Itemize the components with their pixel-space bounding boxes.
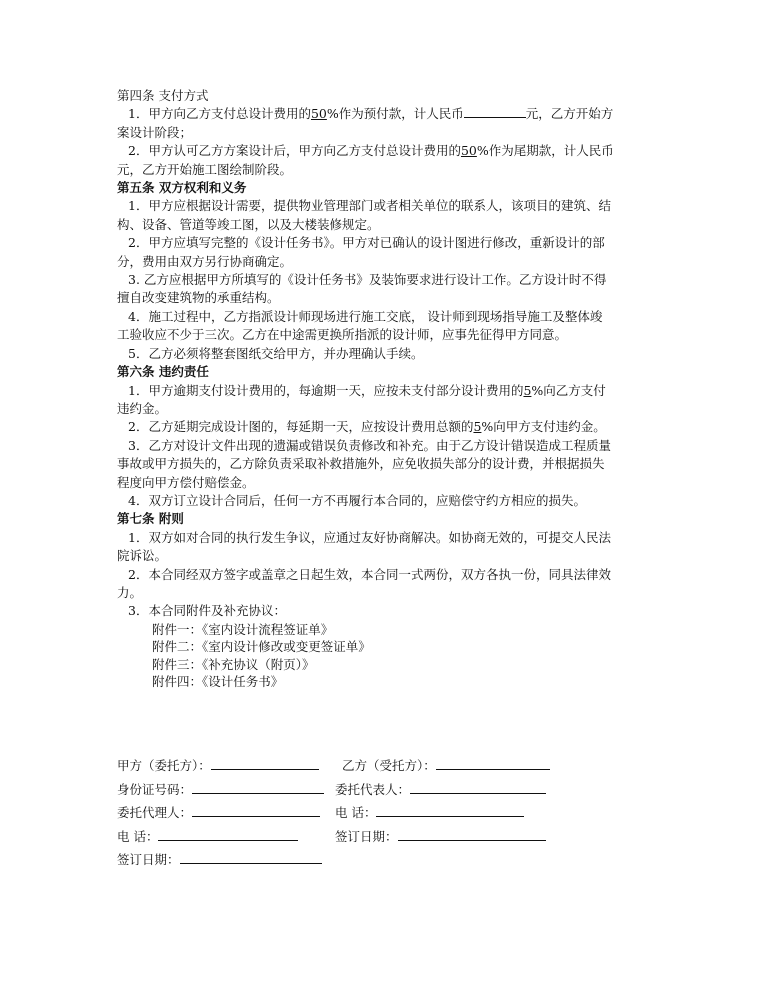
signature-row	[117, 827, 677, 851]
party-a-blank	[211, 757, 319, 770]
article-4-clause-2: 2．甲方认可乙方方案设计后，甲方向乙方支付总设计费用的50%作为尾期款，计人民币	[128, 143, 614, 159]
prepay-percent: 50	[310, 106, 327, 122]
sign-date-label: 签订日期：	[335, 828, 398, 844]
article-4-clause-1: 1．甲方向乙方支付总设计费用的50%作为预付款，计人民币 元，乙方开始方	[128, 106, 614, 122]
id-number-blank	[192, 781, 324, 794]
phone-label: 电 话：	[117, 828, 159, 844]
article-5-line: 构、设备、管道等竣工图，以及大楼装修规定。	[117, 216, 380, 232]
sign-date-label: 签订日期：	[117, 852, 180, 867]
article-5-line: 擅自改变建筑物的承重结构。	[117, 290, 280, 306]
article-6-clause-1: 1．甲方逾期支付设计费用的，每逾期一天，应按未支付部分设计费用的5%向乙方支付	[128, 382, 606, 398]
party-b-blank	[436, 757, 550, 770]
article-6-clause-1-cont: 违约金。	[117, 400, 168, 416]
article-5-line: 分，费用由双方另行协商确定。	[117, 253, 293, 269]
attachment-item: 附件二：《室内设计修改或变更签证单》	[152, 639, 371, 655]
signature-row	[117, 756, 677, 780]
article-6-line: 程度向甲方偿付赔偿金。	[117, 474, 255, 490]
party-a-label: 甲方（委托方）：	[117, 758, 211, 773]
phone-blank	[376, 804, 524, 817]
article-7-line: 3．本合同附件及补充协议：	[128, 603, 286, 619]
article-6-line: 3．乙方对设计文件出现的遗漏或错误负责修改和补充。由于乙方设计错误造成工程质量	[128, 437, 611, 453]
article-7-line: 1．双方如对合同的执行发生争议，应通过友好协商解决。如协商无效的，可提交人民法	[128, 529, 611, 545]
article-6-clause-2: 2．乙方延期完成设计图的，每延期一天，应按设计费用总额的5%向甲方支付违约金。	[128, 419, 606, 435]
article-7-line: 2．本合同经双方签字或盖章之日起生效，本合同一式两份，双方各执一份，同具法律效	[128, 566, 611, 582]
phone-blank	[158, 828, 298, 841]
article-5-heading: 第五条 双方权利和义务	[117, 180, 247, 196]
party-b-label: 乙方（受托方）：	[342, 758, 436, 773]
article-7-heading: 第七条 附则	[117, 511, 184, 527]
agent-label: 委托代理人：	[117, 805, 193, 820]
article-5-line: 1．甲方应根据设计需要，提供物业管理部门或者相关单位的联系人，该项目的建筑、结	[128, 198, 611, 214]
final-percent: 50	[460, 143, 477, 159]
signature-row	[117, 850, 677, 874]
phone-label: 电 话：	[335, 805, 377, 820]
agent-blank	[192, 804, 320, 817]
article-5-line: 3. 乙方应根据甲方所填写的《设计任务书》及装饰要求进行设计工作。乙方设计时不得	[128, 272, 607, 288]
article-5-line: 5．乙方必须将整套图纸交给甲方，并办理确认手续。	[128, 345, 424, 361]
article-6-heading: 第六条 违约责任	[117, 364, 209, 380]
article-5-line: 4．施工过程中，乙方指派设计师现场进行施工交底， 设计师到现场指导施工及整体竣	[128, 308, 603, 324]
article-7-line: 力。	[117, 584, 143, 600]
sign-date-blank	[180, 851, 322, 864]
contract-body	[117, 87, 657, 691]
article-4-heading: 第四条 支付方式	[117, 88, 209, 103]
article-6-line: 事故或甲方损失的，乙方除负责采取补救措施外，应免收损失部分的设计费，并根据损失	[117, 456, 605, 472]
representative-blank	[410, 781, 546, 794]
id-number-label: 身份证号码：	[117, 781, 193, 797]
article-7-line: 院诉讼。	[117, 548, 168, 564]
late-payment-percent: 5	[523, 382, 532, 398]
article-5-line: 2．甲方应填写完整的《设计任务书》。甲方对已确认的设计图进行修改，重新设计的部	[128, 235, 605, 251]
article-5-line: 工验收应不少于三次。乙方在中途需更换所指派的设计师，应事先征得甲方同意。	[117, 327, 568, 343]
attachment-item: 附件三：《补充协议（附页）》	[152, 656, 315, 672]
signature-block	[117, 756, 677, 874]
signature-row	[117, 780, 677, 804]
attachment-item: 附件四：《设计任务书》	[152, 674, 284, 690]
amount-blank	[464, 105, 526, 118]
sign-date-blank	[398, 828, 546, 841]
signature-row	[117, 803, 677, 827]
representative-label: 委托代表人：	[335, 781, 411, 797]
article-6-line: 4．双方订立设计合同后，任何一方不再履行本合同的，应赔偿守约方相应的损失。	[128, 492, 586, 508]
article-4-clause-2-cont: 元，乙方开始施工图绘制阶段。	[117, 161, 293, 177]
article-4-clause-1-cont: 案设计阶段；	[117, 124, 193, 140]
late-delivery-percent: 5	[473, 419, 482, 435]
attachment-item: 附件一：《室内设计流程签证单》	[152, 621, 334, 637]
